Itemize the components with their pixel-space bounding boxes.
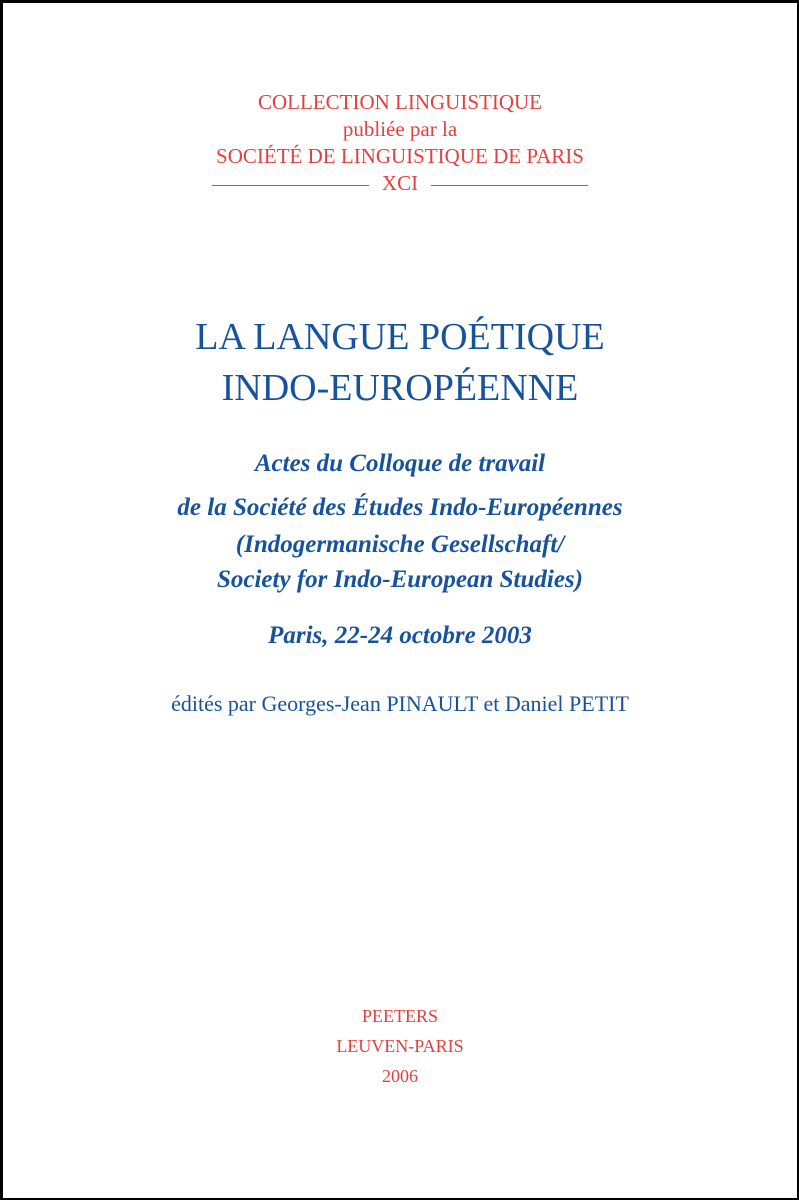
publisher-name: PEETERS (361, 1006, 438, 1026)
publisher-cities: LEUVEN-PARIS (336, 1036, 464, 1056)
subtitle-line: Society for Indo-European Studies) (216, 566, 583, 593)
subtitle-line: Actes du Colloque de travail (254, 450, 546, 477)
place-date: Paris, 22-24 octobre 2003 (268, 622, 532, 649)
title-line-1: LA LANGUE POÉTIQUE (195, 316, 605, 358)
title-line-2: INDO-EUROPÉENNE (221, 367, 579, 409)
publication-year: 2006 (382, 1066, 418, 1086)
subtitle-line: (Indogermanische Gesellschaft/ (235, 531, 565, 558)
society-name: SOCIÉTÉ DE LINGUISTIQUE DE PARIS (216, 144, 584, 168)
right-rule (431, 185, 588, 186)
series-name: COLLECTION LINGUISTIQUE (257, 90, 543, 114)
subtitle-line: de la Société des Études Indo-Européennes (177, 494, 623, 521)
volume-number: XCI (381, 171, 419, 195)
editors: édités par Georges-Jean PINAULT et Daniel PETIT (171, 691, 629, 716)
published-by: publiée par la (342, 117, 458, 141)
